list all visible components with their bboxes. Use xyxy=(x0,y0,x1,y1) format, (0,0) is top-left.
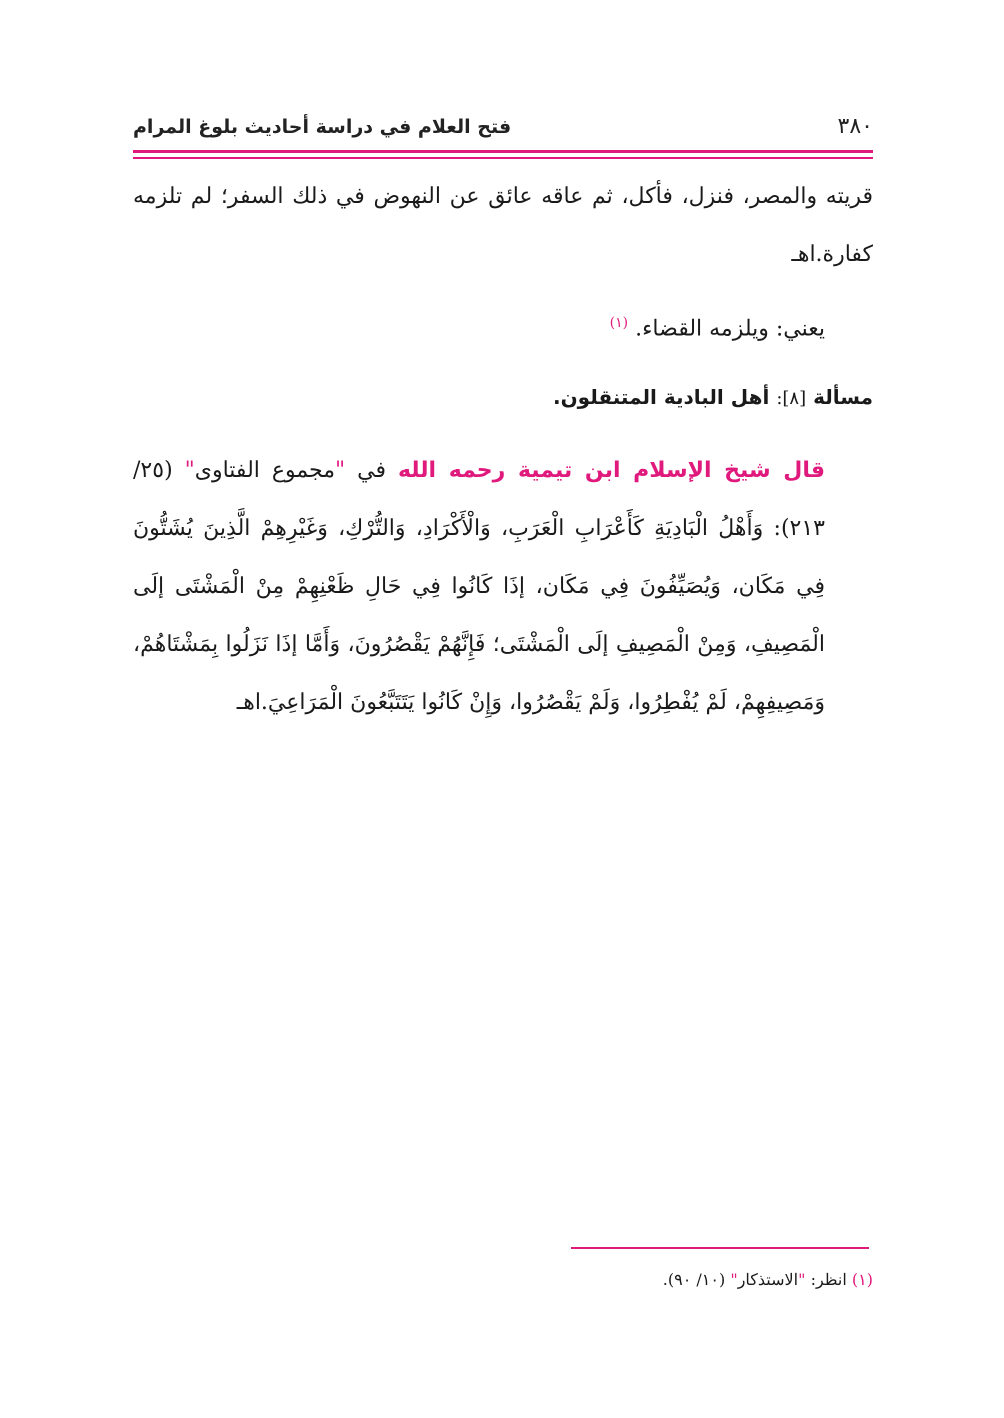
note-text: يعني: ويلزمه القضاء. xyxy=(635,316,825,342)
quote-close-mark: " xyxy=(184,458,195,484)
footnote-close-mark: " xyxy=(730,1270,738,1289)
footnote-rule xyxy=(571,1247,869,1249)
quote-intro: قال شيخ الإسلام ابن تيمية رحمه الله xyxy=(397,458,825,484)
page-number: ٣٨٠ xyxy=(837,114,873,139)
paragraph-note xyxy=(133,294,873,358)
issue-number: [٨]: xyxy=(776,388,807,410)
quote-location: (٢٥/ ٢١٣): xyxy=(133,458,825,542)
running-title: فتح العلام في دراسة أحاديث بلوغ المرام xyxy=(133,116,512,138)
paragraph-quote xyxy=(133,442,873,732)
footnote-text: انظر: xyxy=(810,1270,847,1289)
issue-title: أهل البادية المتنقلون. xyxy=(553,385,770,410)
issue-heading xyxy=(133,368,873,428)
header-rule-thick xyxy=(133,150,873,153)
page-header xyxy=(133,112,873,146)
issue-label: مسألة xyxy=(813,385,873,410)
quote-fi: في xyxy=(357,458,386,484)
main-text xyxy=(133,168,873,732)
footnote-location: (١٠/ ٩٠). xyxy=(662,1270,726,1289)
footnote-source: الاستذكار xyxy=(737,1270,799,1289)
footnote-ref: (١) xyxy=(609,315,629,331)
quote-source: مجموع الفتاوى xyxy=(194,458,336,484)
quote-open-mark: " xyxy=(335,458,346,484)
footnote-open-mark: " xyxy=(798,1270,806,1289)
paragraph-continuation: قريته والمصر، فنزل، فأكل، ثم عاقه عائق عن النهوض في ذلك السفر؛ لم تلزمه كفارة.اهـ xyxy=(133,184,873,267)
footnote xyxy=(663,1268,873,1292)
header-rule-thin xyxy=(133,157,873,159)
footnote-number: (١) xyxy=(851,1270,873,1289)
quote-text: وَأَهْلُ الْبَادِيَةِ كَأَعْرَابِ الْعَرَبِ، وَالْأَكْرَادِ، وَالتُّرْكِ، وَغَيْرِهِمْ الَّذِينَ يُشَتُّونَ فِي مَكَان، وَيُصَيِّفُونَ فِي مَكَان، إذَا كَانُوا فِي حَالِ ظَعْنِهِمْ مِنْ الْمَشْتَى إلَى الْمَصِيفِ، وَمِنْ الْمَصِيفِ إلَى الْمَشْتَى؛ فَإِنَّهُمْ يَقْصُرُونَ، وَأَمَّا إذَا نَزَلُوا بِمَشْتَاهُمْ، وَمَصِيفِهِمْ، لَمْ يُفْطِرُوا، وَلَمْ يَقْصُرُوا، وَإِنْ كَانُوا يَتَتَبَّعُونَ الْمَرَاعِيَ.اهـ xyxy=(133,516,825,716)
